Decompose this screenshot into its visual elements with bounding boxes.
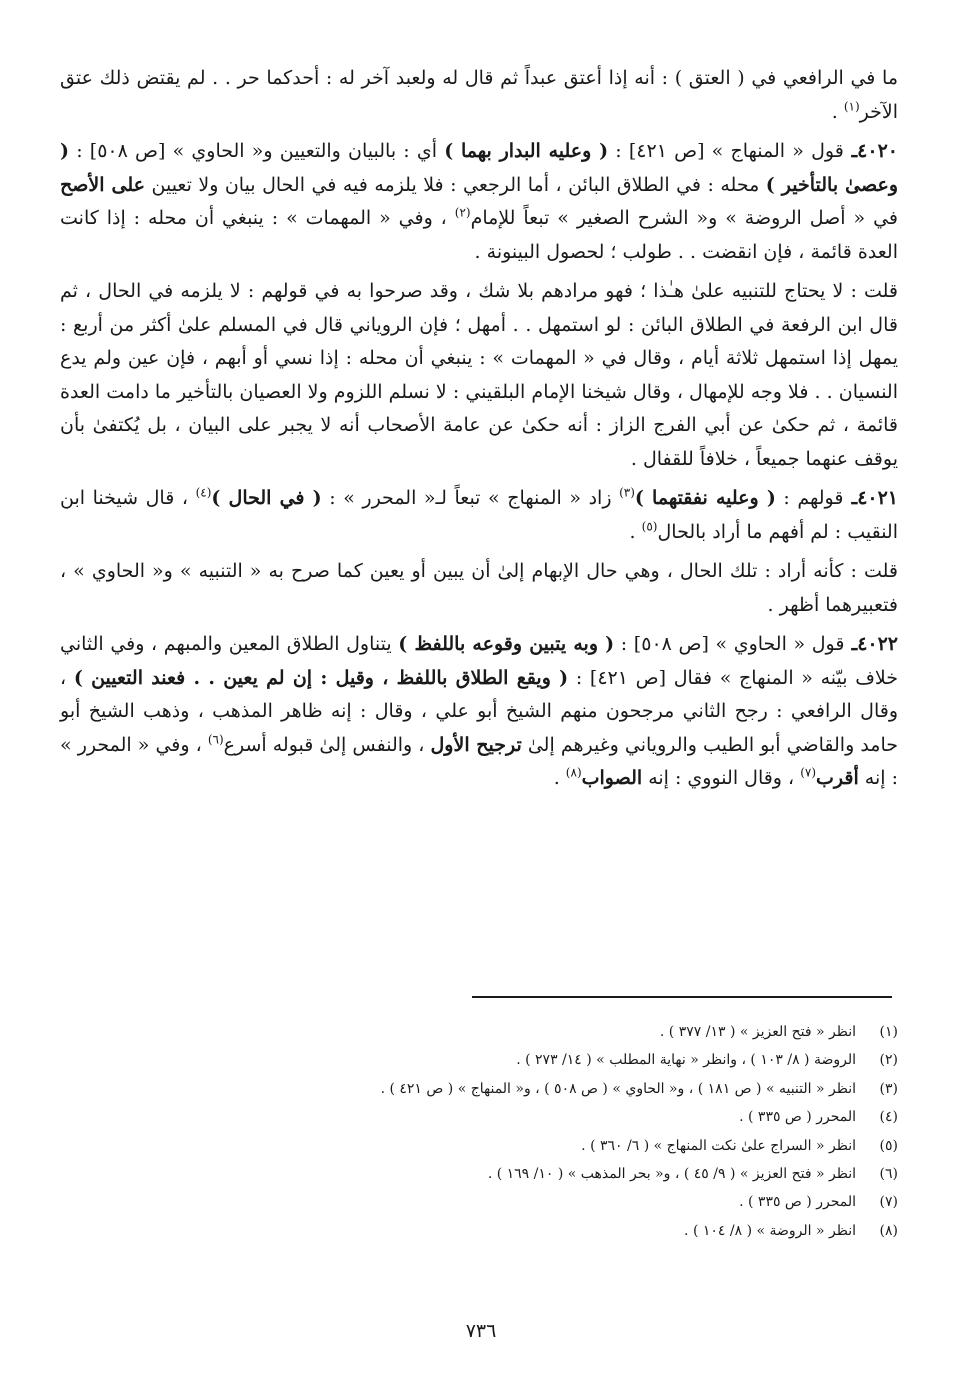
bold-text: ( ويقع الطلاق باللفظ ، وقيل : إن لم يعين . . فعند التعيين ) [73,666,569,689]
text-segment: زاد « المنهاج » تبعاً لـ« المحرر » : [321,487,620,509]
paragraph [60,555,898,622]
text-segment: محله : في الطلاق البائن ، أما الرجعي : فلا يلزمه فيه في الحال بيان ولا تعيين [145,173,766,196]
footnote-number: (٢) [879,1052,898,1069]
bold-text: ( في الحال ) [211,487,322,509]
paragraph [60,135,898,269]
footnote-number: (٦) [879,1166,898,1183]
bold-text: ( وعليه نفقتهما ) [634,487,776,509]
text-segment: ، وقال النووي : إنه [642,767,801,789]
text-segment: ما في الرافعي في ( العتق ) : أنه إذا أعتق عبداً ثم قال له ولعبد آخر له : أحدكما حر . . لم يقتض ذلك عتق الآخر [60,67,898,123]
footnote [58,1217,898,1245]
text-segment: قول « المنهاج » [ص ٤٢١] : [608,140,844,162]
paragraph [60,275,898,476]
footnote-number: (٥) [879,1137,898,1154]
text-segment: . [553,767,566,789]
footnote [58,1160,898,1188]
paragraph [60,482,898,549]
main-text [60,62,898,802]
footnote-reference: (٧) [800,765,817,780]
text-segment: ، وقال الرافعي : رجح الثاني مرجحون منهم الشيخ أبو علي ، وقال : إنه ظاهر المذهب ، وذهب الشيخ أبو حامد والقاضي أبو الطيب والروياني وغيرهم إلىٰ [60,666,898,756]
footnote-text: انظر « السراج علىٰ نكت المنهاج » ( ٦/ ٣٦٠ ) . [581,1137,856,1154]
text-segment: قولهم : [775,487,844,509]
footnote-text: انظر « التنبيه » ( ص ١٨١ ) ، و« الحاوي » ( ص ٥٠٨ ) ، و« المنهاج » ( ص ٤٢١ ) . [380,1080,856,1097]
footnote-text: المحرر ( ص ٣٣٥ ) . [739,1109,856,1126]
footnote [58,1046,898,1074]
footnote-text: الروضة ( ٨/ ١٠٣ ) ، وانظر « نهاية المطلب » ( ١٤/ ٢٧٣ ) . [516,1052,856,1069]
bold-text: على الأصح [60,173,146,196]
footnote-reference: (٤) [195,485,212,500]
text-segment: . [831,100,844,123]
text-segment: أي : بالبيان والتعيين و« الحاوي » [ص ٥٠٨] : [69,140,445,162]
bold-text: ٤٠٢٠ـ [843,140,898,162]
footnote-number: (٤) [879,1109,898,1126]
page-number: ٧٣٦ [465,1320,497,1342]
footnote-divider [472,996,892,998]
text-segment: ، وفي « المهمات » : ينبغي أن محله : إذا كانت العدة قائمة ، فإن انقضت . . طولب ؛ لحصول البينونة . [60,207,898,263]
text-segment: ، وفي « المحرر » : إنه [60,733,898,789]
footnote-text: المحرر ( ص ٣٣٥ ) . [739,1194,856,1211]
footnote [58,1075,898,1103]
footnote-reference: (٥) [641,519,658,534]
text-segment: ، والنفس إلىٰ قبوله أسرع [223,733,431,756]
footnote-reference: (٢) [454,205,471,220]
bold-text: الصواب [581,767,643,789]
text-segment: قلت : لا يحتاج للتنبيه علىٰ هـٰذا ؛ فهو مرادهم بلا شك ، وقد صرحوا به في قولهم : لا يلزمه في الحال ، ثم قال ابن الرفعة في الطلاق البائن : لو استمهل . . أمهل ؛ فإن الروياني قال في المسلم علىٰ أكثر من أربع : يمهل إذا استمهل ثلاثة أيام ، وقال في « المهمات » : ينبغي أن محله : إذا نسي أو أبهم ، فإن عين ولم يدع النسيان . . فلا وجه للإمهال ، وقال شيخنا الإمام البلقيني : لا نسلم اللزوم ولا العصيان بالتأخير ما دامت العدة قائمة ، ثم حكىٰ عن أبي الفرج الزاز : أنه حكىٰ عن عامة الأصحاب أنه لا يجبر على البيان ، بل يُكتفىٰ بأن يوقف عنهما جميعاً ، خلافاً للقفال . [60,280,898,470]
text-segment: في « أصل الروضة » و« الشرح الصغير » تبعاً للإمام [470,207,898,229]
footnote-text: انظر « الروضة » ( ٨/ ١٠٤ ) . [684,1222,856,1239]
paragraph [60,628,898,796]
footnote [58,1103,898,1131]
text-segment: قلت : كأنه أراد : تلك الحال ، وهي حال الإبهام إلىٰ أن يبين أو يعين كما صرح به « التنبيه » و« الحاوي » ، فتعبيرهما أظهر . [60,560,898,616]
footnote-text: انظر « فتح العزيز » ( ٩/ ٤٥ ) ، و« بحر المذهب » ( ١٠/ ١٦٩ ) . [487,1166,856,1183]
bold-text: أقرب [816,767,859,789]
footnote-text: انظر « فتح العزيز » ( ١٣/ ٣٧٧ ) . [659,1024,856,1040]
footnote-number: (٣) [879,1080,898,1097]
bold-text: ( وبه يتبين وقوعه باللفظ ) [398,633,615,655]
footnote-number: (١) [879,1024,898,1040]
footnote-reference: (٣) [619,485,635,500]
footnote-reference: (٨) [565,765,582,780]
footnote-reference: (٦) [207,732,224,747]
bold-text: ( وعليه البدار بهما ) [444,140,609,162]
bold-text: ( وعصىٰ بالتأخير ) [60,140,898,196]
footnote [58,1188,898,1216]
footnote-reference: (١) [843,99,860,114]
paragraph [60,62,898,129]
bold-text: ٤٠٢١ـ [843,487,899,509]
text-segment: قول « الحاوي » [ص ٥٠٨] : [614,633,845,655]
footnote [58,1018,898,1046]
footnotes [58,1018,898,1245]
footnote-number: (٧) [879,1194,898,1211]
text-segment: . [629,520,642,543]
footnote [58,1132,898,1160]
text-segment: يتناول الطلاق المعين والمبهم ، وفي الثاني خلاف بيّنه « المنهاج » فقال [ص ٤٢١] : [60,633,899,689]
bold-text: ترجيح الأول [430,733,522,756]
footnote-number: (٨) [879,1222,898,1239]
text-segment: ، قال شيخنا ابن النقيب : لم أفهم ما أراد بالحال [60,487,898,543]
bold-text: ٤٠٢٢ـ [844,633,899,655]
